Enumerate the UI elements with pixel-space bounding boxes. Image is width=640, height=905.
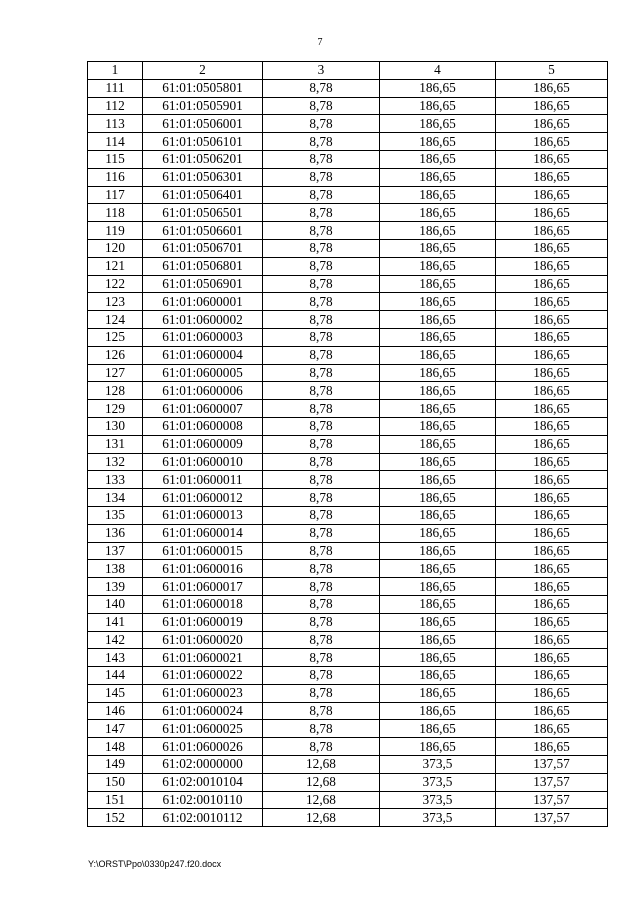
footer-file-path: Y:\ORST\Ppo\0330p247.f20.docx bbox=[88, 859, 222, 869]
table-cell: 8,78 bbox=[263, 382, 380, 400]
table-cell: 61:01:0600009 bbox=[143, 435, 263, 453]
table-cell: 151 bbox=[88, 791, 143, 809]
table-cell: 61:01:0600004 bbox=[143, 346, 263, 364]
table-cell: 8,78 bbox=[263, 702, 380, 720]
table-cell: 186,65 bbox=[380, 578, 496, 596]
table-cell: 61:01:0600003 bbox=[143, 328, 263, 346]
table-cell: 61:01:0600002 bbox=[143, 311, 263, 329]
table-cell: 61:01:0600001 bbox=[143, 293, 263, 311]
table-body bbox=[88, 79, 608, 826]
table-cell: 126 bbox=[88, 346, 143, 364]
table-row bbox=[88, 293, 608, 311]
table-cell: 373,5 bbox=[380, 756, 496, 774]
column-header: 5 bbox=[496, 62, 608, 80]
table-cell: 186,65 bbox=[380, 275, 496, 293]
table-cell: 122 bbox=[88, 275, 143, 293]
table-row bbox=[88, 115, 608, 133]
table-cell: 186,65 bbox=[380, 133, 496, 151]
column-header: 3 bbox=[263, 62, 380, 80]
table-cell: 8,78 bbox=[263, 364, 380, 382]
table-cell: 61:01:0600010 bbox=[143, 453, 263, 471]
table-cell: 186,65 bbox=[496, 97, 608, 115]
table-cell: 186,65 bbox=[496, 578, 608, 596]
table-cell: 121 bbox=[88, 257, 143, 275]
table-cell: 8,78 bbox=[263, 595, 380, 613]
table-cell: 8,78 bbox=[263, 204, 380, 222]
table-cell: 8,78 bbox=[263, 328, 380, 346]
table-cell: 186,65 bbox=[380, 222, 496, 240]
table-cell: 145 bbox=[88, 684, 143, 702]
table-cell: 149 bbox=[88, 756, 143, 774]
table-cell: 186,65 bbox=[380, 595, 496, 613]
table-cell: 8,78 bbox=[263, 257, 380, 275]
table-cell: 186,65 bbox=[380, 560, 496, 578]
table-cell: 61:01:0600005 bbox=[143, 364, 263, 382]
table-cell: 186,65 bbox=[380, 702, 496, 720]
table-cell: 186,65 bbox=[496, 471, 608, 489]
table-cell: 111 bbox=[88, 79, 143, 97]
table-cell: 61:01:0600020 bbox=[143, 631, 263, 649]
table-cell: 61:02:0000000 bbox=[143, 756, 263, 774]
table-cell: 61:01:0600007 bbox=[143, 400, 263, 418]
table-cell: 139 bbox=[88, 578, 143, 596]
table-row bbox=[88, 684, 608, 702]
table-row bbox=[88, 417, 608, 435]
table-cell: 8,78 bbox=[263, 417, 380, 435]
table-cell: 186,65 bbox=[496, 79, 608, 97]
table-cell: 118 bbox=[88, 204, 143, 222]
table-cell: 130 bbox=[88, 417, 143, 435]
table-row bbox=[88, 222, 608, 240]
table-cell: 120 bbox=[88, 239, 143, 257]
table-cell: 116 bbox=[88, 168, 143, 186]
table-cell: 8,78 bbox=[263, 560, 380, 578]
table-cell: 61:02:0010112 bbox=[143, 809, 263, 827]
table-cell: 61:01:0600018 bbox=[143, 595, 263, 613]
table-cell: 61:01:0506201 bbox=[143, 150, 263, 168]
table-cell: 61:01:0506701 bbox=[143, 239, 263, 257]
table-cell: 8,78 bbox=[263, 542, 380, 560]
table-cell: 8,78 bbox=[263, 346, 380, 364]
table-row bbox=[88, 542, 608, 560]
table-cell: 8,78 bbox=[263, 578, 380, 596]
table-cell: 186,65 bbox=[380, 311, 496, 329]
table-cell: 8,78 bbox=[263, 667, 380, 685]
table-cell: 186,65 bbox=[496, 649, 608, 667]
table-cell: 186,65 bbox=[496, 667, 608, 685]
table-cell: 127 bbox=[88, 364, 143, 382]
table-cell: 133 bbox=[88, 471, 143, 489]
table-row bbox=[88, 168, 608, 186]
table-cell: 186,65 bbox=[496, 275, 608, 293]
table-cell: 186,65 bbox=[496, 293, 608, 311]
table-cell: 61:01:0600025 bbox=[143, 720, 263, 738]
table-cell: 186,65 bbox=[380, 684, 496, 702]
table-cell: 136 bbox=[88, 524, 143, 542]
table-cell: 186,65 bbox=[380, 400, 496, 418]
table-cell: 137,57 bbox=[496, 809, 608, 827]
table-cell: 8,78 bbox=[263, 168, 380, 186]
table-row bbox=[88, 400, 608, 418]
table-cell: 186,65 bbox=[380, 293, 496, 311]
table-cell: 125 bbox=[88, 328, 143, 346]
table-row bbox=[88, 186, 608, 204]
table-cell: 61:01:0600024 bbox=[143, 702, 263, 720]
table-cell: 186,65 bbox=[496, 720, 608, 738]
table-row bbox=[88, 720, 608, 738]
table-cell: 8,78 bbox=[263, 239, 380, 257]
table-cell: 186,65 bbox=[496, 204, 608, 222]
table-cell: 143 bbox=[88, 649, 143, 667]
table-row bbox=[88, 631, 608, 649]
table-cell: 186,65 bbox=[496, 168, 608, 186]
table-cell: 186,65 bbox=[380, 613, 496, 631]
table-cell: 186,65 bbox=[496, 613, 608, 631]
table-cell: 8,78 bbox=[263, 97, 380, 115]
table-cell: 141 bbox=[88, 613, 143, 631]
table-cell: 186,65 bbox=[380, 506, 496, 524]
table-cell: 186,65 bbox=[380, 453, 496, 471]
table-cell: 140 bbox=[88, 595, 143, 613]
table-cell: 186,65 bbox=[380, 720, 496, 738]
table-row bbox=[88, 435, 608, 453]
table-cell: 186,65 bbox=[380, 667, 496, 685]
table-cell: 61:01:0600017 bbox=[143, 578, 263, 596]
table-row bbox=[88, 489, 608, 507]
table-cell: 186,65 bbox=[496, 133, 608, 151]
table-cell: 8,78 bbox=[263, 293, 380, 311]
table-cell: 61:01:0506601 bbox=[143, 222, 263, 240]
table-cell: 186,65 bbox=[496, 150, 608, 168]
table-cell: 142 bbox=[88, 631, 143, 649]
table-cell: 8,78 bbox=[263, 186, 380, 204]
table-cell: 135 bbox=[88, 506, 143, 524]
table-cell: 61:01:0505801 bbox=[143, 79, 263, 97]
table-cell: 61:01:0600013 bbox=[143, 506, 263, 524]
table-cell: 148 bbox=[88, 738, 143, 756]
table-cell: 186,65 bbox=[380, 489, 496, 507]
table-cell: 61:01:0506401 bbox=[143, 186, 263, 204]
table-cell: 112 bbox=[88, 97, 143, 115]
table-row bbox=[88, 809, 608, 827]
table-cell: 61:01:0506301 bbox=[143, 168, 263, 186]
table-cell: 186,65 bbox=[380, 186, 496, 204]
table-row bbox=[88, 613, 608, 631]
table-cell: 186,65 bbox=[380, 524, 496, 542]
table-cell: 186,65 bbox=[380, 649, 496, 667]
table-cell: 186,65 bbox=[496, 560, 608, 578]
table-cell: 61:01:0506501 bbox=[143, 204, 263, 222]
table-cell: 186,65 bbox=[380, 115, 496, 133]
table-cell: 61:01:0600006 bbox=[143, 382, 263, 400]
table-cell: 61:02:0010110 bbox=[143, 791, 263, 809]
table-cell: 61:01:0600022 bbox=[143, 667, 263, 685]
table-row bbox=[88, 328, 608, 346]
table-cell: 8,78 bbox=[263, 453, 380, 471]
table-row bbox=[88, 97, 608, 115]
table-cell: 61:01:0600023 bbox=[143, 684, 263, 702]
table-row bbox=[88, 382, 608, 400]
table-row bbox=[88, 595, 608, 613]
table-cell: 186,65 bbox=[496, 328, 608, 346]
table-cell: 124 bbox=[88, 311, 143, 329]
table-cell: 113 bbox=[88, 115, 143, 133]
table-cell: 137 bbox=[88, 542, 143, 560]
table-cell: 61:01:0600026 bbox=[143, 738, 263, 756]
table-cell: 8,78 bbox=[263, 631, 380, 649]
table-cell: 186,65 bbox=[496, 364, 608, 382]
column-header: 4 bbox=[380, 62, 496, 80]
table-cell: 186,65 bbox=[496, 239, 608, 257]
table-cell: 186,65 bbox=[496, 257, 608, 275]
table-cell: 129 bbox=[88, 400, 143, 418]
table-cell: 186,65 bbox=[496, 222, 608, 240]
table-cell: 61:01:0600019 bbox=[143, 613, 263, 631]
table-cell: 186,65 bbox=[496, 489, 608, 507]
table-cell: 12,68 bbox=[263, 791, 380, 809]
table-cell: 61:01:0600016 bbox=[143, 560, 263, 578]
table-row bbox=[88, 150, 608, 168]
table-cell: 186,65 bbox=[380, 631, 496, 649]
table-row bbox=[88, 738, 608, 756]
table-row bbox=[88, 506, 608, 524]
table-cell: 137,57 bbox=[496, 773, 608, 791]
table-row bbox=[88, 649, 608, 667]
table-cell: 186,65 bbox=[380, 204, 496, 222]
table-cell: 186,65 bbox=[496, 684, 608, 702]
table-row bbox=[88, 791, 608, 809]
table-row bbox=[88, 471, 608, 489]
table-row bbox=[88, 257, 608, 275]
table-cell: 152 bbox=[88, 809, 143, 827]
column-header: 1 bbox=[88, 62, 143, 80]
table-row bbox=[88, 204, 608, 222]
table-cell: 8,78 bbox=[263, 649, 380, 667]
table-cell: 186,65 bbox=[496, 400, 608, 418]
table-cell: 134 bbox=[88, 489, 143, 507]
table-cell: 8,78 bbox=[263, 524, 380, 542]
table-cell: 8,78 bbox=[263, 133, 380, 151]
table-cell: 147 bbox=[88, 720, 143, 738]
table-cell: 373,5 bbox=[380, 791, 496, 809]
table-cell: 8,78 bbox=[263, 222, 380, 240]
table-cell: 61:01:0600021 bbox=[143, 649, 263, 667]
table-cell: 131 bbox=[88, 435, 143, 453]
table-cell: 8,78 bbox=[263, 435, 380, 453]
table-cell: 61:01:0506001 bbox=[143, 115, 263, 133]
table-cell: 186,65 bbox=[496, 453, 608, 471]
table-cell: 146 bbox=[88, 702, 143, 720]
table-row bbox=[88, 578, 608, 596]
table-cell: 186,65 bbox=[380, 346, 496, 364]
page-number: 7 bbox=[317, 37, 323, 48]
table-cell: 61:01:0600011 bbox=[143, 471, 263, 489]
table-cell: 186,65 bbox=[496, 506, 608, 524]
table-cell: 123 bbox=[88, 293, 143, 311]
table-row bbox=[88, 773, 608, 791]
table-cell: 115 bbox=[88, 150, 143, 168]
table-row bbox=[88, 311, 608, 329]
table-cell: 8,78 bbox=[263, 613, 380, 631]
table-cell: 186,65 bbox=[380, 257, 496, 275]
table-row bbox=[88, 79, 608, 97]
table-cell: 186,65 bbox=[496, 417, 608, 435]
table-row bbox=[88, 239, 608, 257]
table-cell: 186,65 bbox=[380, 471, 496, 489]
table-cell: 373,5 bbox=[380, 809, 496, 827]
table-cell: 61:01:0506101 bbox=[143, 133, 263, 151]
table-cell: 61:01:0600008 bbox=[143, 417, 263, 435]
table-cell: 12,68 bbox=[263, 756, 380, 774]
table-cell: 186,65 bbox=[496, 382, 608, 400]
table-cell: 186,65 bbox=[380, 328, 496, 346]
table-cell: 8,78 bbox=[263, 684, 380, 702]
table-cell: 186,65 bbox=[496, 524, 608, 542]
table-row bbox=[88, 667, 608, 685]
table-header-row bbox=[88, 62, 608, 80]
table-cell: 114 bbox=[88, 133, 143, 151]
table-cell: 117 bbox=[88, 186, 143, 204]
table-cell: 186,65 bbox=[380, 435, 496, 453]
table-cell: 8,78 bbox=[263, 311, 380, 329]
table-row bbox=[88, 133, 608, 151]
table-cell: 61:01:0505901 bbox=[143, 97, 263, 115]
table-cell: 137,57 bbox=[496, 791, 608, 809]
table-cell: 128 bbox=[88, 382, 143, 400]
table-row bbox=[88, 275, 608, 293]
column-header: 2 bbox=[143, 62, 263, 80]
table-cell: 186,65 bbox=[380, 738, 496, 756]
table-cell: 186,65 bbox=[380, 417, 496, 435]
table-cell: 186,65 bbox=[380, 239, 496, 257]
table-cell: 186,65 bbox=[496, 435, 608, 453]
table-cell: 186,65 bbox=[380, 382, 496, 400]
table-cell: 186,65 bbox=[380, 97, 496, 115]
table-cell: 8,78 bbox=[263, 738, 380, 756]
table-cell: 8,78 bbox=[263, 115, 380, 133]
table-cell: 61:01:0506901 bbox=[143, 275, 263, 293]
table-cell: 61:01:0506801 bbox=[143, 257, 263, 275]
table-cell: 61:01:0600012 bbox=[143, 489, 263, 507]
table-cell: 186,65 bbox=[496, 186, 608, 204]
table-cell: 186,65 bbox=[496, 595, 608, 613]
table-cell: 186,65 bbox=[380, 542, 496, 560]
table-cell: 8,78 bbox=[263, 275, 380, 293]
table-cell: 61:02:0010104 bbox=[143, 773, 263, 791]
table-cell: 186,65 bbox=[380, 79, 496, 97]
table-cell: 150 bbox=[88, 773, 143, 791]
table-row bbox=[88, 346, 608, 364]
table-cell: 119 bbox=[88, 222, 143, 240]
table-cell: 12,68 bbox=[263, 809, 380, 827]
table-row bbox=[88, 453, 608, 471]
table-cell: 186,65 bbox=[496, 115, 608, 133]
table-cell: 8,78 bbox=[263, 150, 380, 168]
table-cell: 186,65 bbox=[496, 702, 608, 720]
table-cell: 8,78 bbox=[263, 400, 380, 418]
table-cell: 186,65 bbox=[496, 631, 608, 649]
table-cell: 186,65 bbox=[496, 738, 608, 756]
table-cell: 138 bbox=[88, 560, 143, 578]
table-cell: 186,65 bbox=[496, 311, 608, 329]
table-row bbox=[88, 756, 608, 774]
table-cell: 8,78 bbox=[263, 720, 380, 738]
table-cell: 8,78 bbox=[263, 489, 380, 507]
table-cell: 61:01:0600014 bbox=[143, 524, 263, 542]
table-cell: 144 bbox=[88, 667, 143, 685]
data-table bbox=[87, 61, 608, 827]
table-cell: 186,65 bbox=[496, 346, 608, 364]
table-cell: 186,65 bbox=[380, 364, 496, 382]
table-cell: 132 bbox=[88, 453, 143, 471]
table-cell: 61:01:0600015 bbox=[143, 542, 263, 560]
table-cell: 8,78 bbox=[263, 79, 380, 97]
table-row bbox=[88, 524, 608, 542]
table-row bbox=[88, 560, 608, 578]
table-cell: 137,57 bbox=[496, 756, 608, 774]
table-cell: 8,78 bbox=[263, 471, 380, 489]
table-cell: 8,78 bbox=[263, 506, 380, 524]
table-cell: 186,65 bbox=[496, 542, 608, 560]
table-cell: 12,68 bbox=[263, 773, 380, 791]
table-row bbox=[88, 702, 608, 720]
table-row bbox=[88, 364, 608, 382]
table-cell: 186,65 bbox=[380, 150, 496, 168]
table-cell: 186,65 bbox=[380, 168, 496, 186]
table-cell: 373,5 bbox=[380, 773, 496, 791]
